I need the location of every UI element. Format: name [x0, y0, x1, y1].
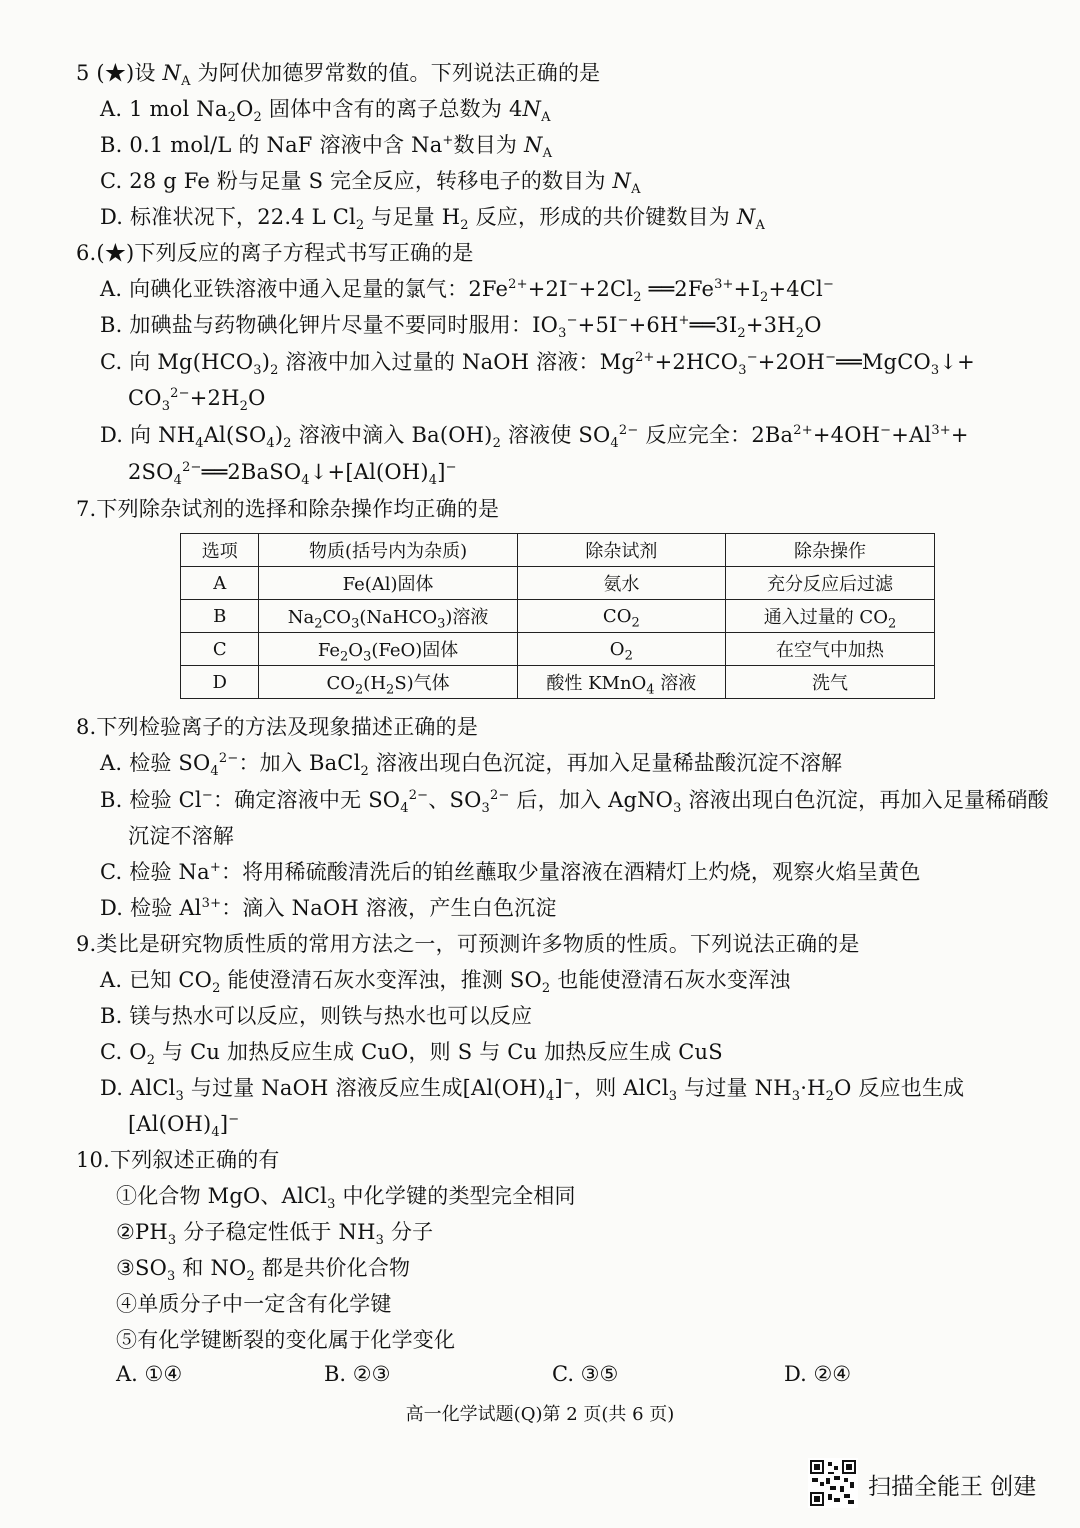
table-cell: $CO_2$: [517, 600, 725, 633]
q9-option-d-line1: D. AlCl$_3$ 与过量 NaOH 溶液反应生成$[Al(OH)_4]^-$，则 AlCl$_3$ 与过量 $NH_3\cdot H_2O$ 反应也生成: [100, 1076, 965, 1105]
table-cell: $Fe_2O_3(FeO)$固体: [259, 633, 517, 666]
q9-option-d-line2: $[Al(OH)_4]^-$: [128, 1112, 240, 1141]
q7-table: [180, 533, 935, 699]
q10-stem: 10.下列叙述正确的有: [76, 1148, 280, 1172]
q10-item-2: $②PH_3$ 分子稳定性低于 $NH_3$ 分子: [116, 1220, 434, 1249]
table-cell: C: [181, 633, 259, 666]
q8-option-d: D. 检验 $Al^{3+}$：滴入 NaOH 溶液，产生白色沉淀: [100, 896, 557, 920]
q8-option-c: C. 检验 Na+：将用稀硫酸清洗后的铂丝蘸取少量溶液在酒精灯上灼烧，观察火焰呈黄色: [100, 860, 921, 884]
q9-stem: 9.类比是研究物质性质的常用方法之一，可预测许多物质的性质。下列说法正确的是: [76, 932, 860, 956]
q8-option-a: A. 检验 $SO_4^{2-}$：加入 BaCl$_2$ 溶液出现白色沉淀，再加入足量稀盐酸沉淀不溶解: [100, 751, 843, 780]
q8-stem: 8.下列检验离子的方法及现象描述正确的是: [76, 715, 479, 739]
q6-option-a: A. 向碘化亚铁溶液中通入足量的氯气：$2Fe^{2+}+2I^-+2Cl_2$ $══2Fe^{3+}+I_2+4Cl^-$: [100, 277, 835, 306]
q5-option-b: B. 0.1 mol/L 的 NaF 溶液中含 Na+数目为 $N_A$: [100, 133, 553, 162]
q10-option-d: D. ②④: [784, 1362, 852, 1386]
table-cell: 充分反应后过滤: [725, 567, 934, 600]
q10-option-c: C. ③⑤: [552, 1362, 619, 1386]
table-row: [181, 567, 935, 600]
q9-option-c: C. $O_2$ 与 Cu 加热反应生成 CuO，则 S 与 Cu 加热反应生成 CuS: [100, 1040, 723, 1069]
table-cell: 氨水: [517, 567, 725, 600]
q8-option-b-line1: B. 检验 Cl−：确定溶液中无 $SO_4^{2-}$、$SO_3^{2-}$ 后，加入 AgNO$_3$ 溶液出现白色沉淀，再加入足量稀硝酸: [100, 788, 1049, 817]
table-row: [181, 666, 935, 699]
table-cell: 通入过量的 $CO_2$: [725, 600, 934, 633]
q10-item-3: $③SO_3$ 和 $NO_2$ 都是共价化合物: [116, 1256, 411, 1285]
q6-option-c-line1: C. 向 $Mg(HCO_3)_2$ 溶液中加入过量的 NaOH 溶液：$Mg^{2+}+2HCO_3^-+2OH^-══MgCO_3↓+$: [100, 350, 975, 379]
q5-stem: 5 (★)设 $N_A$ 为阿伏加德罗常数的值。下列说法正确的是: [76, 61, 601, 90]
table-header-row: [181, 534, 935, 567]
table-cell: $Na_2CO_3(NaHCO_3)$溶液: [259, 600, 517, 633]
qr-code-icon: [808, 1458, 858, 1508]
q6-stem: 6.(★)下列反应的离子方程式书写正确的是: [76, 241, 474, 265]
table-cell: $CO_2(H_2S)$气体: [259, 666, 517, 699]
table-header: 选项: [181, 534, 259, 567]
q10-options: [116, 1362, 876, 1392]
page-footer: 高一化学试题(Q)第 2 页(共 6 页): [405, 1404, 675, 1425]
table-cell: $O_2$: [517, 633, 725, 666]
q10-item-5: ⑤有化学键断裂的变化属于化学变化: [116, 1328, 456, 1352]
q9-option-b: B. 镁与热水可以反应，则铁与热水也可以反应: [100, 1004, 533, 1028]
table-row: [181, 600, 935, 633]
watermark-text: 扫描全能王 创建: [868, 1474, 1037, 1500]
q6-option-b: B. 加碘盐与药物碘化钾片尽量不要同时服用：$IO_3^-+5I^-+6H^+══3I_2+3H_2O$: [100, 313, 822, 342]
table-cell: 在空气中加热: [725, 633, 934, 666]
table-header: 物质(括号内为杂质): [259, 534, 517, 567]
table-cell: D: [181, 666, 259, 699]
table-cell: A: [181, 567, 259, 600]
q6-option-d-line2: $2SO_4^{2-}══2BaSO_4↓+[Al(OH)_4]^-$: [128, 460, 457, 489]
q8-option-b-line2: 沉淀不溶解: [128, 824, 234, 848]
q10-option-b: B. ②③: [324, 1362, 391, 1386]
table-cell: B: [181, 600, 259, 633]
q5-option-d: D. 标准状况下，22.4 L $Cl_2$ 与足量 $H_2$ 反应，形成的共价键数目为 $N_A$: [100, 205, 766, 234]
q9-option-a: A. 已知 $CO_2$ 能使澄清石灰水变浑浊，推测 $SO_2$ 也能使澄清石灰水变浑浊: [100, 968, 791, 997]
table-header: 除杂试剂: [517, 534, 725, 567]
q5-option-c: C. 28 g Fe 粉与足量 S 完全反应，转移电子的数目为 $N_A$: [100, 169, 641, 198]
table-cell: 洗气: [725, 666, 934, 699]
q7-stem: 7.下列除杂试剂的选择和除杂操作均正确的是: [76, 497, 500, 521]
table-cell: 酸性 KMnO$_4$ 溶液: [517, 666, 725, 699]
table-row: [181, 633, 935, 666]
table-header: 除杂操作: [725, 534, 934, 567]
q5-option-a: A. 1 mol $Na_2O_2$ 固体中含有的离子总数为 $4N_A$: [100, 97, 551, 126]
q10-option-a: A. ①④: [116, 1362, 183, 1386]
q10-item-4: ④单质分子中一定含有化学键: [116, 1292, 392, 1316]
q6-option-c-line2: $CO_3^{2-}+2H_2O$: [128, 386, 266, 415]
table-cell: Fe(Al)固体: [259, 567, 517, 600]
q6-option-d-line1: D. 向 $NH_4Al(SO_4)_2$ 溶液中滴入 $Ba(OH)_2$ 溶液使 $SO_4^{2-}$ 反应完全：$2Ba^{2+}+4OH^-+Al^{3+}+$: [100, 423, 969, 452]
q10-item-1: ①化合物 MgO、AlCl$_3$ 中化学键的类型完全相同: [116, 1184, 576, 1213]
